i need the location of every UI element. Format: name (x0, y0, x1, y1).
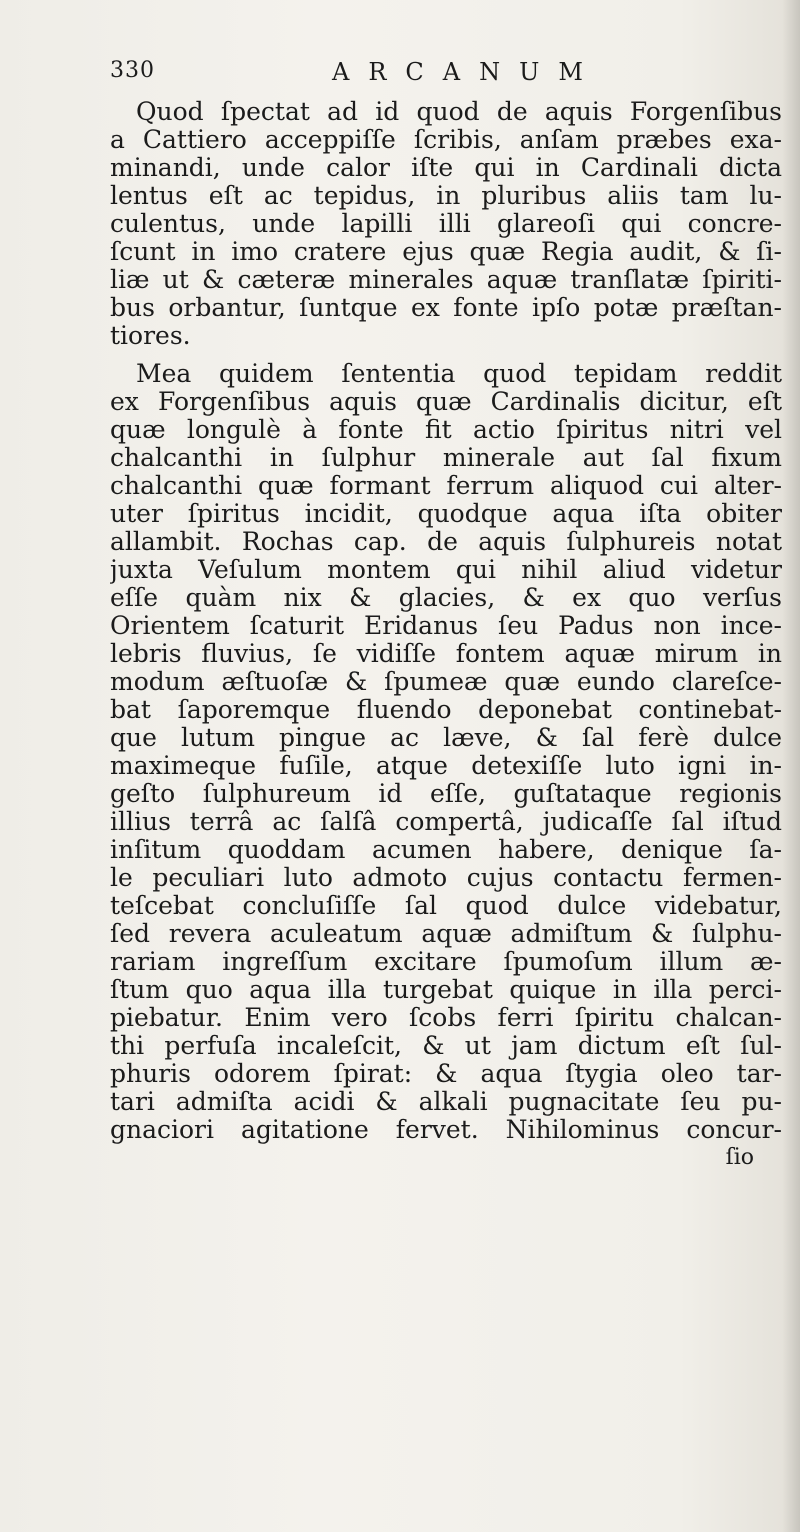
text-line: chalcanthi quæ formant ferrum aliquod cui alter- (110, 472, 782, 500)
running-title: ARCANUM (332, 58, 602, 86)
text-line: culentus, unde lapilli illi glareoſi qui concre- (110, 210, 782, 238)
paragraph-2 (110, 360, 782, 1144)
text-line: bat ſaporemque fluendo deponebat continebat- (110, 696, 782, 724)
text-line: tiores. (110, 322, 191, 350)
paragraph-gap (110, 350, 782, 360)
text-line: ex Forgenſibus aquis quæ Cardinalis dicitur, eſt (110, 388, 782, 416)
text-line: rariam ingreſſum excitare ſpumoſum illum æ- (110, 948, 782, 976)
text-line: geſto ſulphureum id eſſe, guſtataque regionis (110, 780, 782, 808)
text-line: a Cattiero acceppiſſe ſcribis, anſam præbes exa- (110, 126, 782, 154)
text-line: thi perfuſa incaleſcit, & ut jam dictum eſt ſul- (110, 1032, 782, 1060)
text-line: modum æſtuoſæ & ſpumeæ quæ eundo clareſce- (110, 668, 782, 696)
text-line: minandi, unde calor iſte qui in Cardinali dicta (110, 154, 782, 182)
text-line: phuris odorem ſpirat: & aqua ſtygia oleo tar- (110, 1060, 782, 1088)
text-line: ſcunt in imo cratere ejus quæ Regia audit, & ſi- (110, 238, 782, 266)
text-line: illius terrâ ac ſalſâ compertâ, judicaſſe ſal iſtud (110, 808, 782, 836)
paragraph-1 (110, 98, 782, 350)
text-line: allambit. Rochas cap. de aquis ſulphureis notat (110, 528, 782, 556)
text-line: eſſe quàm nix & glacies, & ex quo verſus (110, 584, 782, 612)
text-line: Mea quidem ſententia quod tepidam reddit (136, 360, 782, 388)
text-line: juxta Veſulum montem qui nihil aliud videtur (110, 556, 782, 584)
text-line: ſed revera aculeatum aquæ admiſtum & ſulphu- (110, 920, 782, 948)
catchword: ſio (725, 1145, 754, 1170)
text-line: piebatur. Enim vero ſcobs ferri ſpiritu chalcan- (110, 1004, 782, 1032)
text-line: Quod ſpectat ad id quod de aquis Forgenſibus (136, 98, 782, 126)
text-line: uter ſpiritus incidit, quodque aqua iſta obiter (110, 500, 782, 528)
page-edge-shadow (782, 0, 800, 1532)
text-line: Orientem ſcaturit Eridanus ſeu Padus non ince- (110, 612, 782, 640)
text-line: le peculiari luto admoto cujus contactu fermen- (110, 864, 782, 892)
text-line: ſtum quo aqua illa turgebat quique in illa perci- (110, 976, 782, 1004)
text-line: inſitum quoddam acumen habere, denique ſa- (110, 836, 782, 864)
text-line: maximeque fuſile, atque detexiſſe luto igni in- (110, 752, 782, 780)
text-line: tari admiſta acidi & alkali pugnacitate ſeu pu- (110, 1088, 782, 1116)
text-line: que lutum pingue ac læve, & ſal ferè dulce (110, 724, 782, 752)
text-line: liæ ut & cæteræ minerales aquæ tranſlatæ ſpiriti- (110, 266, 782, 294)
text-line: lebris fluvius, ſe vidiſſe fontem aquæ mirum in (110, 640, 782, 668)
text-line: chalcanthi in ſulphur minerale aut ſal fixum (110, 444, 782, 472)
page-number: 330 (110, 58, 155, 83)
text-line: quæ longulè à fonte fit actio ſpiritus nitri vel (110, 416, 782, 444)
text-line: teſcebat concluſiſſe ſal quod dulce videbatur, (110, 892, 782, 920)
body-text (110, 98, 782, 1172)
text-line: bus orbantur, ſuntque ex fonte ipſo potæ præſtan- (110, 294, 782, 322)
text-line: gnaciori agitatione fervet. Nihilominus concur- (110, 1116, 782, 1144)
text-line: lentus eſt ac tepidus, in pluribus aliis tam lu- (110, 182, 782, 210)
